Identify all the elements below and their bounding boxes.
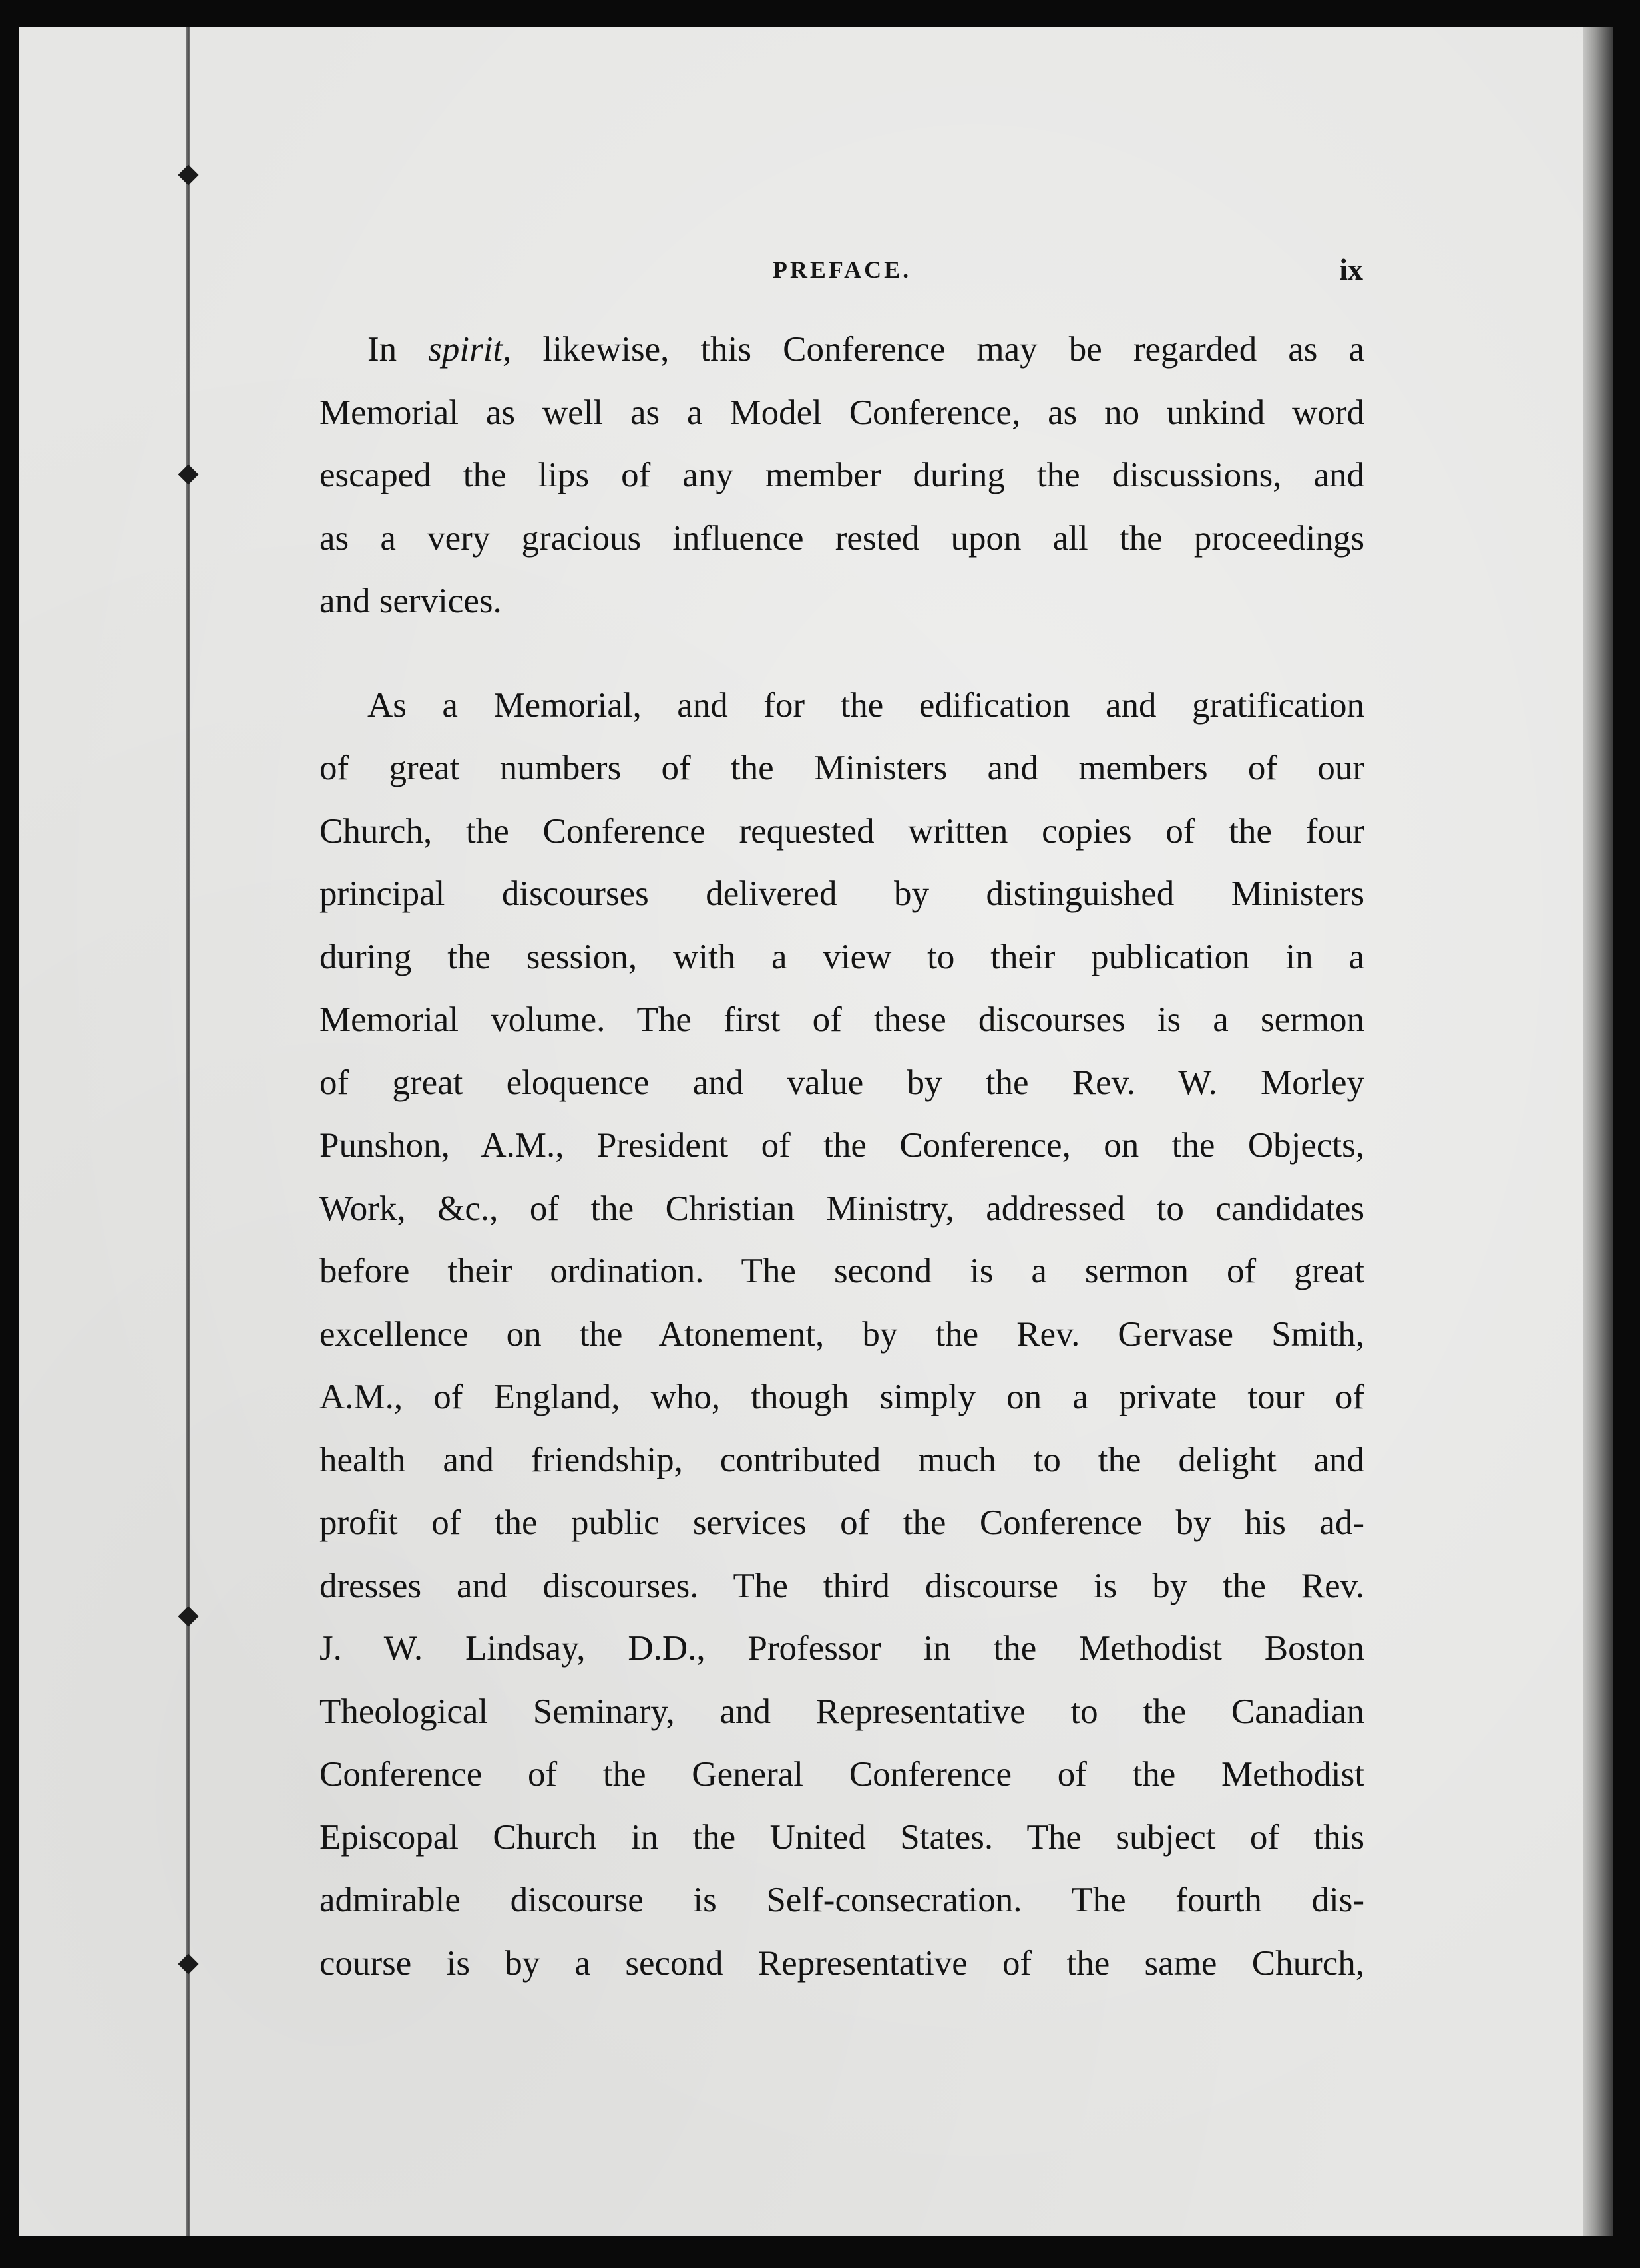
text-line: Work, &c., of the Christian Ministry, addressed to candidates [319,1189,1364,1228]
text-line: of great eloquence and value by the Rev. W. Morley [319,1063,1364,1102]
text-line: during the session, with a view to their publication in a [319,937,1364,976]
text-line: principal discourses delivered by distinguished Ministers [319,874,1364,913]
text-line: and services. [319,582,502,620]
page-gutter-line [186,27,190,2236]
binding-mark [178,164,198,185]
text-line: course is by a second Representative of the same Church, [319,1943,1364,1983]
paragraph-spacer [319,633,1364,674]
text-line: A.M., of England, who, though simply on a private tour of [319,1378,1364,1416]
text-line: Church, the Conference requested written copies of the four [319,811,1364,850]
binding-mark [178,464,198,484]
paragraph [319,674,1364,1995]
body-text [319,318,1364,1994]
emphasized-word: spirit, [428,330,512,369]
text-line: admirable discourse is Self-consecration. The fourth dis- [319,1881,1364,1919]
text-line: J. W. Lindsay, D.D., Professor in the Methodist Boston [319,1629,1364,1668]
text-line [319,318,1364,381]
text-line: health and friendship, contributed much to the delight and [319,1440,1364,1479]
text-line: as a very gracious influence rested upon all the proceedings [319,518,1364,558]
text-line: Memorial as well as a Model Conference, as no unkind word [319,393,1364,432]
running-head: PREFACE. [772,256,912,283]
text-line: As a Memorial, and for the edification and gratification [367,685,1364,725]
text-line: Memorial volume. The first of these discourses is a sermon [319,1000,1364,1039]
binding-mark [178,1953,198,1974]
text-line: of great numbers of the Ministers and members of our [319,749,1364,787]
binding-mark [178,1606,198,1626]
text-line: escaped the lips of any member during the discussions, and [319,456,1364,494]
text-line: Episcopal Church in the United States. The subject of this [319,1817,1364,1857]
paragraph [319,318,1364,633]
page-header [319,252,1364,285]
text-line-rest: likewise, this Conference may be regarded as a [542,330,1365,369]
text-line: excellence on the Atonement, by the Rev. Gervase Smith, [319,1314,1364,1354]
text-line: dresses and discourses. The third discourse is by the Rev. [319,1566,1364,1605]
paragraph-lead: In [367,330,429,369]
page-number: ix [1339,252,1363,286]
text-line: Punshon, A.M., President of the Conference, on the Objects, [319,1126,1364,1165]
text-line: before their ordination. The second is a sermon of great [319,1252,1364,1290]
text-line: Conference of the General Conference of the Methodist [319,1755,1364,1794]
text-line: profit of the public services of the Conference by his ad- [319,1503,1364,1542]
text-line: Theological Seminary, and Representative to the Canadian [319,1692,1364,1731]
page-right-edge-shadow [1583,27,1613,2236]
